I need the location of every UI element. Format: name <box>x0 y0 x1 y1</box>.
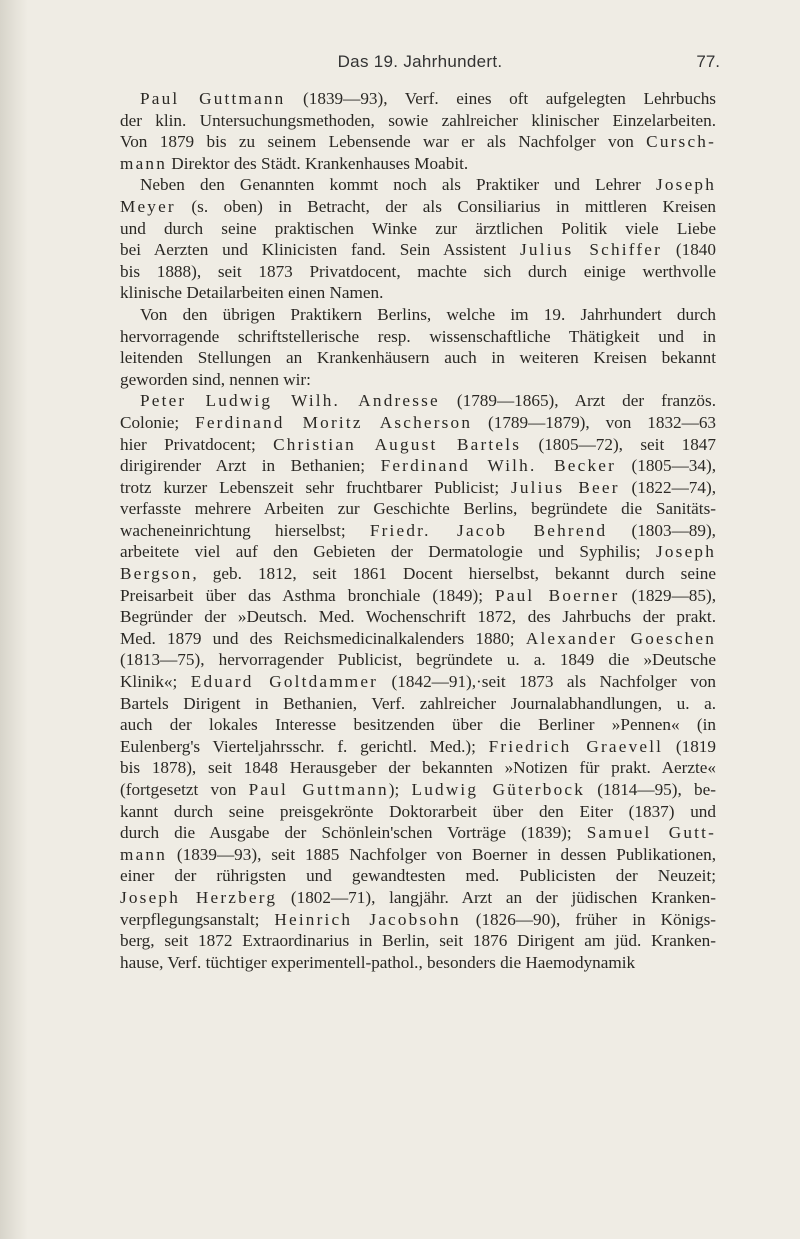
text-line <box>120 563 716 585</box>
name-spaced: Cursch- <box>646 132 716 152</box>
text-run: (1842—91),·seit 1873 als Nachfolger von <box>378 672 716 692</box>
text-line <box>120 239 716 261</box>
name-spaced: Friedrich Graevell <box>488 736 664 756</box>
text-run: wacheneinrichtung hierselbst; <box>120 520 370 540</box>
text-run: (1826—90), früher in Königs- <box>460 909 716 929</box>
text-run: Preisarbeit über das Asthma bronchiale (1849); <box>120 585 496 605</box>
text-line <box>120 304 716 326</box>
text-run: verpflegungsanstalt; <box>120 909 275 929</box>
name-spaced: Heinrich Jacobsohn <box>274 909 461 929</box>
text-run: kannt durch seine preisgekrönte Doktorarbeit über den Eiter (1837) und <box>120 801 716 821</box>
text-line <box>120 952 716 974</box>
text-run: Von 1879 bis zu seinem Lebensende war er als Nachfolger von <box>120 132 647 152</box>
name-spaced: mann <box>120 844 167 864</box>
text-line <box>120 649 716 671</box>
text-line <box>120 909 716 931</box>
text-line <box>120 887 716 909</box>
text-line <box>120 218 716 240</box>
name-spaced: Ferdinand Wilh. Becker <box>380 456 617 476</box>
text-line <box>120 326 716 348</box>
text-run: geworden sind, nennen wir: <box>120 369 311 389</box>
text-run: (fortgesetzt von <box>120 780 249 799</box>
name-spaced: Alexander Goeschen <box>525 628 716 648</box>
text-run: Bartels Dirigent in Bethanien, Verf. zahlreicher Journalabhandlungen, u. a. <box>120 693 716 713</box>
text-run: hervorragende schriftstellerische resp. wissenschaftliche Thätigkeit und in <box>120 326 716 346</box>
paragraph <box>120 390 716 973</box>
text-line <box>120 347 716 369</box>
text-line <box>120 671 716 693</box>
scan-edge-shadow <box>0 0 28 1239</box>
text-run: Direktor des Städt. Krankenhauses Moabit. <box>167 153 469 173</box>
text-run: (1805—72), seit 1847 <box>521 434 716 454</box>
text-line <box>120 434 716 456</box>
text-run: Neben den Genannten kommt noch als Praktiker und Lehrer <box>140 175 656 195</box>
page-header <box>120 52 720 78</box>
text-line <box>120 520 716 542</box>
text-run: (1840 <box>662 240 716 260</box>
text-line <box>120 736 716 758</box>
text-run: (1819 <box>663 736 716 756</box>
text-run: bis 1878), seit 1848 Herausgeber der bekannten »Notizen für prakt. Aerzte« <box>120 758 716 778</box>
name-spaced: Paul Guttmann <box>140 89 286 108</box>
name-spaced: Samuel Gutt- <box>586 823 716 843</box>
text-run: bis 1888), seit 1873 Privatdocent, machte sich durch einige werthvolle <box>120 261 716 281</box>
text-run: (1802—71), langjähr. Arzt an der jüdischen Kranken- <box>277 887 716 907</box>
name-spaced: Ludwig Güterbock <box>411 780 586 799</box>
text-line <box>120 628 716 650</box>
text-run: verfasste mehrere Arbeiten zur Geschichte Berlins, begründete die Sanitäts- <box>120 499 716 519</box>
text-run: klinische Detailarbeiten einen Namen. <box>120 283 384 303</box>
text-run: trotz kurzer Lebenszeit sehr fruchtbarer Publicist; <box>120 477 511 497</box>
text-line <box>120 455 716 477</box>
running-title: Das 19. Jahrhundert. <box>337 52 503 71</box>
text-line <box>120 412 716 434</box>
text-line <box>120 585 716 607</box>
name-spaced: Meyer <box>120 196 176 216</box>
text-line <box>120 822 716 844</box>
text-run: (1803—89), <box>607 520 716 540</box>
text-line <box>120 779 716 801</box>
text-line <box>120 110 716 132</box>
text-line <box>120 930 716 952</box>
text-run: Begründer der »Deutsch. Med. Wochenschrift 1872, des Jahrbuchs der prakt. <box>120 607 716 627</box>
text-run: (1789—1865), Arzt der französ. <box>439 391 716 411</box>
text-line <box>120 865 716 887</box>
paragraph <box>120 174 716 304</box>
text-line <box>120 801 716 823</box>
text-run: hause, Verf. tüchtiger experimentell-pathol., besonders die Haemodynamik <box>120 952 636 972</box>
name-spaced: Joseph Herzberg <box>120 887 278 907</box>
name-spaced: Julius Beer <box>510 477 620 497</box>
paragraph <box>120 304 716 390</box>
text-run: (1839—93), seit 1885 Nachfolger von Boerner in dessen Publikationen, <box>167 844 716 864</box>
name-spaced: Ferdinand Moritz Ascherson <box>195 412 473 432</box>
text-run: dirigirender Arzt in Bethanien; <box>120 456 381 476</box>
text-line <box>120 88 716 110</box>
text-run: auch der lokales Interesse besitzenden über die Berliner »Pennen« (in <box>120 715 716 735</box>
text-line <box>120 153 716 175</box>
text-run: der klin. Untersuchungsmethoden, sowie zahlreicher klinischer Einzelarbeiten. <box>120 110 716 130</box>
text-run: Von den übrigen Praktikern Berlins, welche im 19. Jahrhundert durch <box>140 304 716 324</box>
text-line <box>120 174 716 196</box>
name-spaced: Bergson <box>120 564 193 584</box>
name-spaced: Paul Boerner <box>495 585 620 605</box>
text-run: (1822—74), <box>619 477 716 497</box>
name-spaced: Eduard Goltdammer <box>190 672 379 692</box>
name-spaced: Julius Schiffer <box>520 240 663 260</box>
text-line <box>120 369 716 391</box>
text-run: arbeitete viel auf den Gebieten der Dermatologie und Syphilis; <box>120 542 656 562</box>
text-run: Colonie; <box>120 412 196 432</box>
text-run: bei Aerzten und Klinicisten fand. Sein Assistent <box>120 240 521 260</box>
text-run: (1805—34), <box>616 456 716 476</box>
name-spaced: Christian August Bartels <box>273 434 522 454</box>
name-spaced: Peter Ludwig Wilh. Andresse <box>140 391 440 411</box>
text-run: durch die Ausgabe der Schönlein'schen Vorträge (1839); <box>120 823 587 843</box>
text-run: Klinik«; <box>120 672 191 692</box>
text-line <box>120 390 716 412</box>
text-run: und durch seine praktischen Winke zur ärztlichen Politik viele Liebe <box>120 218 716 238</box>
text-line <box>120 131 716 153</box>
text-line <box>120 477 716 499</box>
text-line <box>120 498 716 520</box>
text-line <box>120 757 716 779</box>
text-run: hier Privatdocent; <box>120 434 274 454</box>
body-text <box>120 88 716 973</box>
text-run: ); <box>388 780 412 799</box>
name-spaced: Paul Guttmann <box>248 780 389 799</box>
text-line <box>120 714 716 736</box>
text-run: (1829—85), <box>619 585 716 605</box>
text-run: Med. 1879 und des Reichsmedicinalkalenders 1880; <box>120 628 526 648</box>
text-line <box>120 282 716 304</box>
text-run: leitenden Stellungen an Krankenhäusern auch in weiteren Kreisen bekannt <box>120 348 716 368</box>
text-run: Eulenberg's Vierteljahrsschr. f. gerichtl. Med.); <box>120 736 489 756</box>
name-spaced: Friedr. Jacob Behrend <box>369 520 608 540</box>
text-run: (1789—1879), von 1832—63 <box>472 412 716 432</box>
text-run: (1839—93), Verf. eines oft aufgelegten Lehrbuchs <box>285 89 716 108</box>
text-line <box>120 261 716 283</box>
text-line <box>120 606 716 628</box>
text-line <box>120 541 716 563</box>
text-run: einer der rührigsten und gewandtesten med. Publicisten der Neuzeit; <box>120 866 716 886</box>
name-spaced: mann <box>120 153 167 173</box>
text-run: , geb. 1812, seit 1861 Docent hierselbst, bekannt durch seine <box>192 564 716 584</box>
text-run: (1814—95), be- <box>585 780 716 799</box>
name-spaced: Joseph <box>656 175 716 195</box>
text-run: berg, seit 1872 Extraordinarius in Berlin, seit 1876 Dirigent am jüd. Kranken- <box>120 931 716 951</box>
text-run: (1813—75), hervorragender Publicist, begründete u. a. 1849 die »Deutsche <box>120 650 716 670</box>
page-number: 77. <box>696 52 720 71</box>
text-line <box>120 844 716 866</box>
text-run: (s. oben) in Betracht, der als Consiliarius in mittleren Kreisen <box>175 196 716 216</box>
text-line <box>120 196 716 218</box>
text-line <box>120 693 716 715</box>
name-spaced: Joseph <box>656 542 716 562</box>
paragraph <box>120 88 716 174</box>
